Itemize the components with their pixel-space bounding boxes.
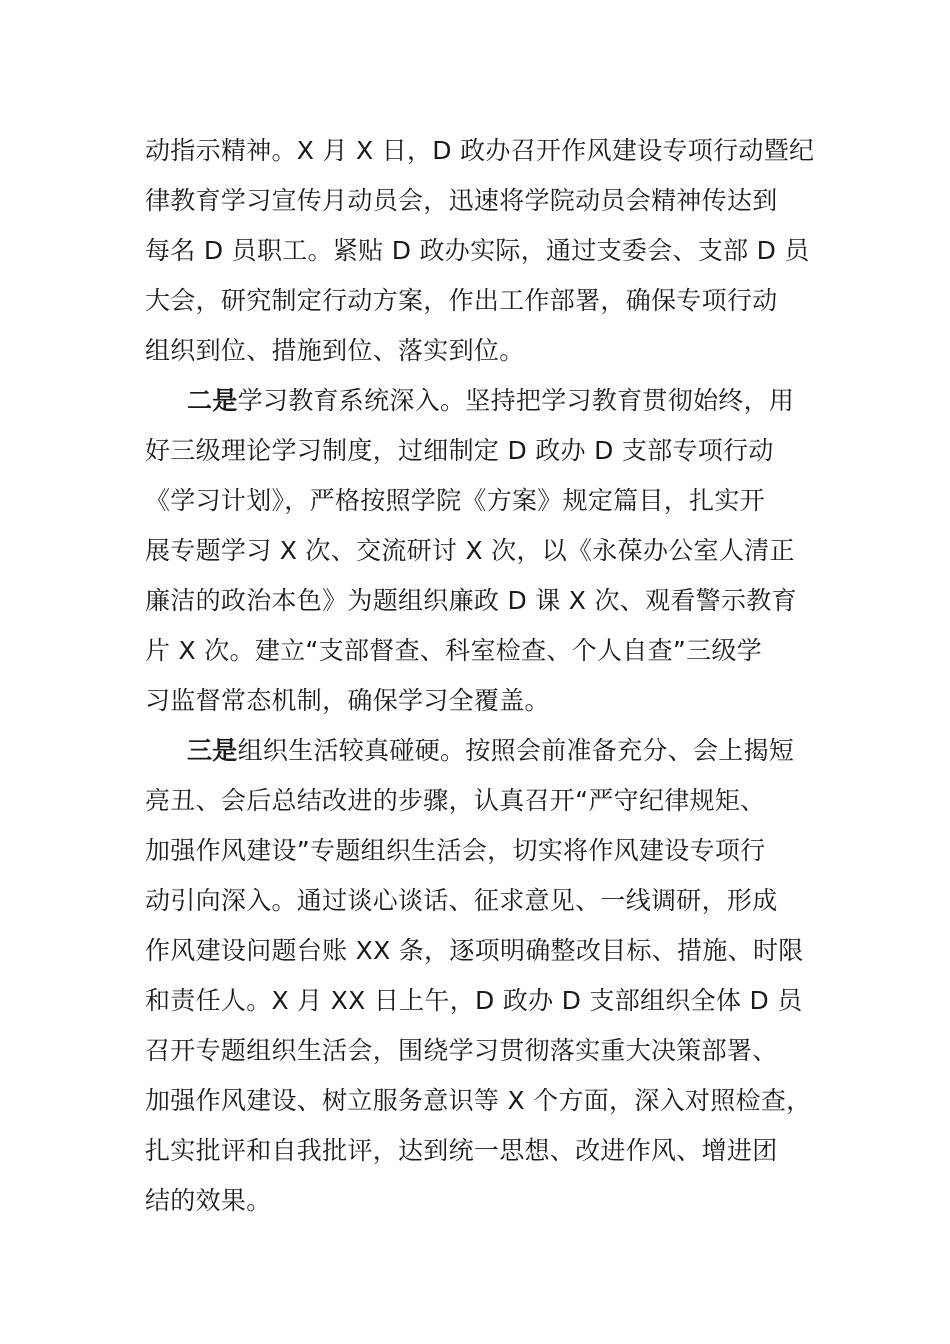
paragraph-3-line-9: 扎实批评和自我批评，达到统一思想、改进作风、增进团 [145, 1136, 778, 1165]
paragraph-3-first-line-text: 组织生活较真碰硬。按照会前准备充分、会上揭短 [237, 736, 795, 765]
paragraph-2-lead: 二是 [187, 386, 238, 415]
paragraph-2-line-7: 习监督常态机制，确保学习全覆盖。 [145, 686, 550, 715]
paragraph-1-line-5: 组织到位、措施到位、落实到位。 [145, 336, 525, 365]
paragraph-1 [145, 126, 815, 376]
paragraph-1-line-1: 动指示精神。X 月 X 日，D 政办召开作风建设专项行动暨纪 [145, 136, 815, 165]
paragraph-3-line-10: 结的效果。 [145, 1186, 272, 1215]
paragraph-3-line-8: 加强作风建设、树立服务意识等 X 个方面，深入对照检查， [145, 1086, 812, 1115]
paragraph-3-line-7: 召开专题组织生活会，围绕学习贯彻落实重大决策部署、 [145, 1036, 778, 1065]
paragraph-2-line-3: 《学习计划》，严格按照学院《方案》规定篇目，扎实开 [145, 486, 766, 515]
paragraph-3-line-1 [145, 726, 810, 776]
paragraph-1-line-4: 大会，研究制定行动方案，作出工作部署，确保专项行动 [145, 286, 778, 315]
paragraph-3-line-4: 动引向深入。通过谈心谈话、征求意见、一线调研，形成 [145, 886, 778, 915]
paragraph-3-lead: 三是 [187, 736, 238, 765]
paragraph-2-line-5: 廉洁的政治本色》为题组织廉政 D 课 X 次、观看警示教育 [145, 586, 797, 615]
paragraph-2-line-1 [145, 376, 810, 426]
paragraph-2-line-6: 片 X 次。建立“支部督查、科室检查、个人自查”三级学 [145, 636, 763, 665]
paragraph-2-line-4: 展专题学习 X 次、交流研讨 X 次，以《永葆办公室人清正 [145, 536, 795, 565]
paragraph-3-line-3: 加强作风建设”专题组织生活会，切实将作风建设专项行 [145, 836, 766, 865]
paragraph-3-line-6: 和责任人。X 月 XX 日上午，D 政办 D 支部组织全体 D 员 [145, 986, 803, 1015]
paragraph-3 [145, 726, 810, 1226]
paragraph-2-first-line-text: 学习教育系统深入。坚持把学习教育贯彻始终，用 [237, 386, 795, 415]
paragraph-1-line-2: 律教育学习宣传月动员会，迅速将学院动员会精神传达到 [145, 186, 778, 215]
paragraph-1-line-3: 每名 D 员职工。紧贴 D 政办实际，通过支委会、支部 D 员 [145, 236, 810, 265]
paragraph-3-line-2: 亮丑、会后总结改进的步骤，认真召开“严守纪律规矩、 [145, 786, 766, 815]
paragraph-2 [145, 376, 810, 726]
paragraph-3-line-5: 作风建设问题台账 XX 条，逐项明确整改目标、措施、时限 [145, 936, 804, 965]
paragraph-2-line-2: 好三级理论学习制度，过细制定 D 政办 D 支部专项行动 [145, 436, 774, 465]
